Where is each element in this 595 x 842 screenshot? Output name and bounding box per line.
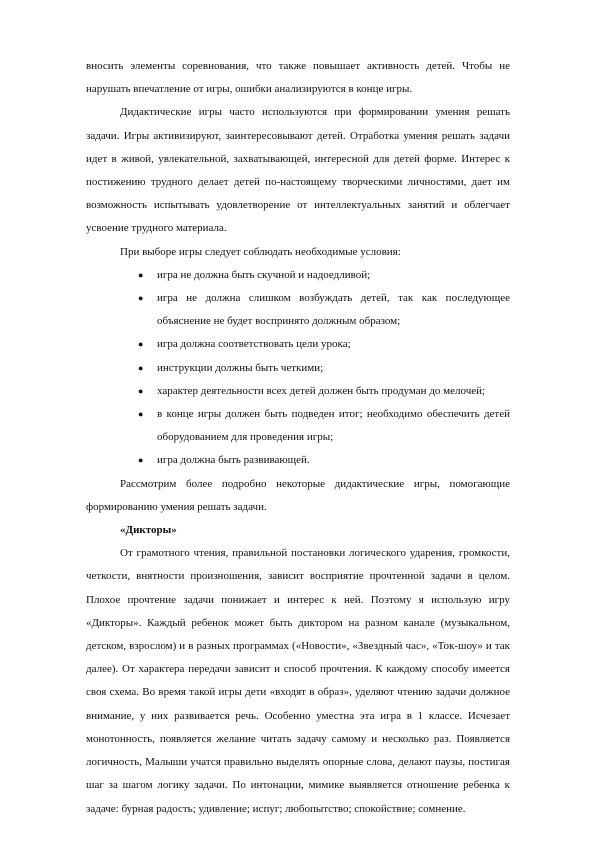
bullet-icon: ● — [138, 455, 144, 466]
list-item — [138, 449, 510, 472]
paragraph-continuation: вносить элементы соревнования, что также повышает активность детей. Чтобы не нарушать впечатление от игры, ошибки анализируются в конце игры. — [86, 60, 510, 96]
bullet-icon: ● — [138, 385, 144, 396]
paragraph-dictors-game: От грамотного чтения, правильной постановки логического ударения, громкости, четкости, внятности произношения, зависит восприятие прочтенной задачи в целом. Плохое прочтение задачи понижает и интерес к ней. Поэтому я использую игру «Дикторы». Каждый ребенок может быть диктором на разном канале (музыкальном, детском, взрослом) и в разных программах («Новости», «Звездный час», «Ток-шоу» и так далее). От характера передачи зависит и способ прочтения. К каждому способу имеется своя схема. Во время такой игры дети «входят в образ», уделяют чтению задачи должное внимание, у них развивается речь. Особенно уместна эта игра в 1 классе. Исчезает монотонность, появляется желание читать задачу самому и несколько раз. Появляется логичность, Малыши учатся правильно выделять опорные слова, делают паузы, постигая шаг за шагом логику задачи. По интонации, мимике выявляется отношение ребенка к задаче: бурная радость; удивление; испуг; любопытство; спокойствие; сомнение. — [86, 547, 510, 815]
list-item-text: игра должна соответствовать цели урока; — [157, 338, 351, 351]
section-heading: «Дикторы» — [120, 524, 177, 537]
list-item — [138, 264, 510, 287]
list-item-text: игра должна быть развивающей. — [157, 454, 310, 467]
bullet-icon: ● — [138, 339, 144, 350]
list-item-text: игра не должна слишком возбуждать детей, так как последующее объяснение не будет воспринято должным образом; — [157, 292, 510, 328]
bullet-icon: ● — [138, 293, 144, 304]
list-item — [138, 287, 510, 333]
bullet-icon: ● — [138, 362, 144, 373]
paragraph-didactic-games: Дидактические игры часто используются при формировании умения решать задачи. Игры активизируют, заинтересовывают детей. Отработка умения решать задачи идет в живой, увлекательной, захватывающей, интересной для детей форме. Интерес к постижению трудного делает детей по-настоящему творческими личностями, дает им возможность испытывать удовлетворение от интеллектуальных занятий и облегчает усвоение трудного материала. — [86, 106, 510, 235]
list-item — [138, 403, 510, 449]
list-item-text: игра не должна быть скучной и надоедливой; — [157, 268, 371, 281]
list-item — [138, 380, 510, 403]
list-item-text: в конце игры должен быть подведен итог; необходимо обеспечить детей оборудованием для проведения игры; — [157, 408, 510, 444]
list-item-text: характер деятельности всех детей должен быть продуман до мелочей; — [157, 384, 486, 397]
conditions-list — [86, 264, 510, 473]
list-item — [138, 357, 510, 380]
paragraph-conditions-intro: При выборе игры следует соблюдать необходимые условия: — [120, 245, 401, 258]
paragraph-after-list: Рассмотрим более подробно некоторые дидактические игры, помогающие формированию умения решать задачи. — [86, 477, 510, 513]
list-item-text: инструкции должны быть четкими; — [157, 361, 324, 374]
list-item — [138, 333, 510, 356]
bullet-icon: ● — [138, 409, 144, 420]
bullet-icon: ● — [138, 269, 144, 280]
document-page — [86, 55, 510, 821]
